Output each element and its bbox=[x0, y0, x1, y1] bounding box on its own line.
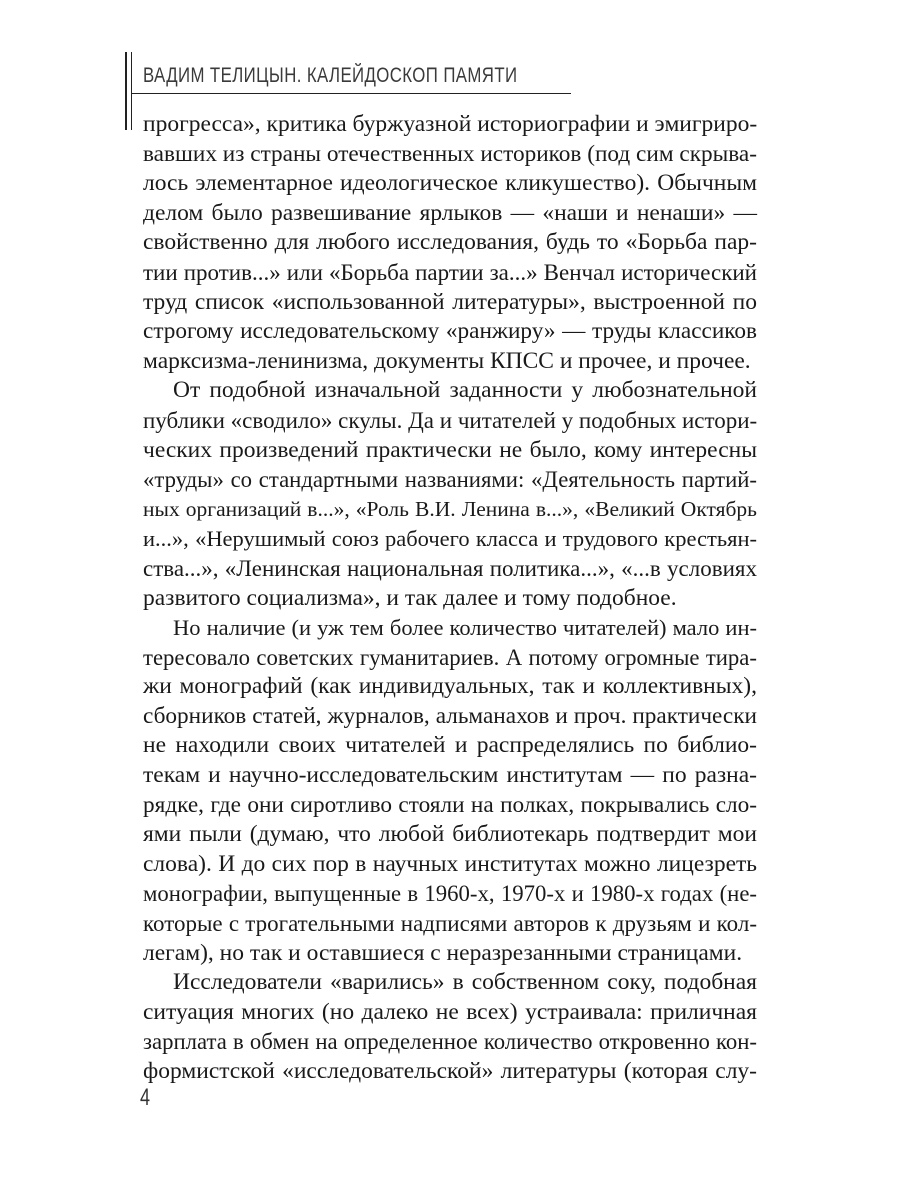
text-line: развитого социализма», и так далее и тому подобное. bbox=[143, 584, 677, 611]
header-rule-thick bbox=[125, 52, 127, 130]
text-line: ческих произведений практически не было, кому интересны bbox=[143, 436, 757, 463]
text-line: которые с трогательными надписями авторов к друзьям и кол- bbox=[143, 911, 757, 937]
paragraph bbox=[143, 110, 757, 376]
text-line: публики «сводило» скулы. Да и читателей у подобных истори- bbox=[143, 407, 758, 433]
text-line: слова). И до сих пор в научных институтах можно лицезреть bbox=[143, 850, 757, 877]
text-line: текам и научно-исследовательским институтам — по разна- bbox=[143, 762, 757, 789]
header-rule-thin bbox=[131, 52, 132, 130]
text-line: От подобной изначальной заданности у любознательной bbox=[173, 377, 757, 404]
text-line: свойственно для любого исследования, будь то «Борьба пар- bbox=[143, 229, 757, 256]
text-line: зарплата в обмен на определенное количество откровенно кон- bbox=[143, 1029, 757, 1055]
text-line: труд список «использованной литературы», выстроенной по bbox=[143, 288, 757, 315]
text-line: и...», «Нерушимый союз рабочего класса и трудового крестьян- bbox=[143, 526, 757, 552]
paragraph bbox=[143, 968, 757, 1086]
text-line: прогресса», критика буржуазной историографии и эмигриро- bbox=[143, 111, 758, 137]
text-line: монографии, выпущенные в 1960-х, 1970-х и 1980-х годах (не- bbox=[143, 881, 757, 907]
text-line: Но наличие (и уж тем более количество читателей) мало ин- bbox=[173, 615, 757, 641]
header-rule-horizontal bbox=[131, 93, 571, 94]
text-line: рядке, где они сиротливо стояли на полках, покрывались сло- bbox=[143, 791, 757, 818]
running-head: ВАДИМ ТЕЛИЦЫН. КАЛЕЙДОСКОП ПАМЯТИ bbox=[143, 64, 518, 87]
text-line: ных организаций в...», «Роль В.И. Ленина в...», «Великий Октябрь bbox=[143, 496, 757, 521]
text-line: жи монографий (как индивидуальных, так и коллективных), bbox=[143, 673, 757, 700]
text-line: ства...», «Ленинская национальная политика...», «...в условиях bbox=[143, 555, 757, 581]
page-number: 4 bbox=[140, 1084, 151, 1111]
text-line: марксизма-ленинизма, документы КПСС и прочее, и прочее. bbox=[143, 347, 751, 374]
text-line: не находили своих читателей и распределялись по библио- bbox=[143, 732, 757, 759]
text-line: «труды» со стандартными названиями: «Деятельность партий- bbox=[143, 467, 757, 493]
text-line: легам), но так и оставшиеся с неразрезанными страницами. bbox=[143, 939, 743, 966]
text-line: тии против...» или «Борьба партии за...» Венчал исторический bbox=[143, 259, 757, 285]
paragraph bbox=[143, 376, 757, 613]
body-text bbox=[143, 110, 757, 1087]
text-line: лось элементарное идеологическое кликушество). Обычным bbox=[143, 170, 757, 197]
text-line: вавших из страны отечественных историков (под сим скрыва- bbox=[143, 140, 757, 167]
text-line: ями пыли (думаю, что любой библиотекарь подтвердит мои bbox=[143, 821, 757, 848]
text-line: делом было развешивание ярлыков — «наши и ненаши» — bbox=[143, 199, 757, 226]
text-line: строгому исследовательскому «ранжиру» — труды классиков bbox=[143, 318, 757, 345]
paragraph bbox=[143, 613, 757, 968]
text-line: ситуация многих (но далеко не всех) устраивала: приличная bbox=[143, 998, 757, 1025]
text-line: тересовало советских гуманитариев. А потому огромные тира- bbox=[143, 644, 757, 670]
text-line: Исследователи «варились» в собственном соку, подобная bbox=[173, 969, 757, 996]
text-line: сборников статей, журналов, альманахов и проч. практически bbox=[143, 702, 757, 729]
text-line: формистской «исследовательской» литературы (которая слу- bbox=[143, 1058, 757, 1084]
